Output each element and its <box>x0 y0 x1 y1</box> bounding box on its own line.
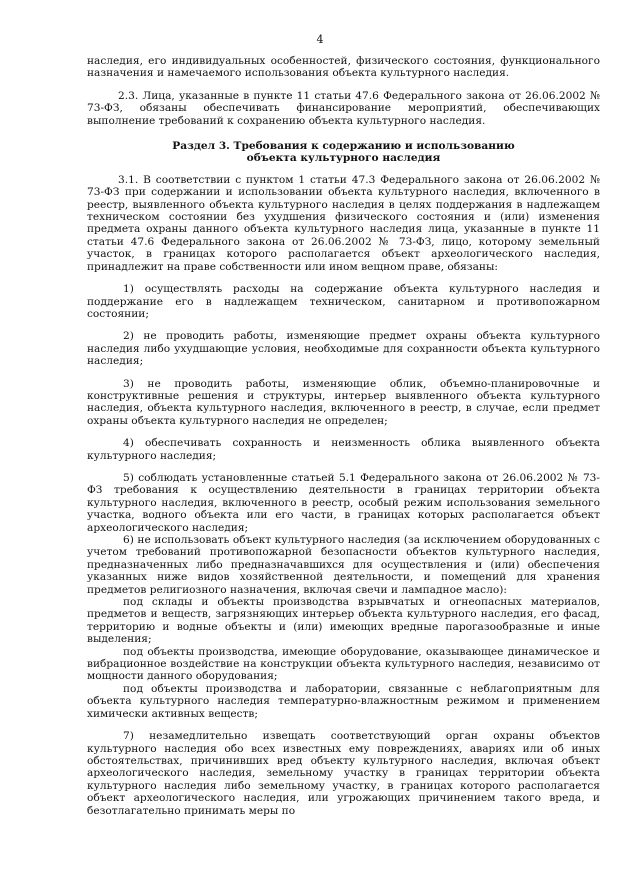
list-item: 5) соблюдать установленные статьей 5.1 Федерального закона от 26.06.2002 № 73-ФЗ требования к осуществлению деятельности в границах территории объекта культурного наследия, включенного в реестр, особый режим использования земельного участка, водного объекта или его части, в границах которых располагается объект археологического наследия; <box>87 471 600 534</box>
sub-item: под объекты производства и лаборатории, связанные с неблагоприятным для объекта культурного наследия температурно-влажностным режимом и применением химически активных веществ; <box>87 682 600 720</box>
paragraph: наследия, его индивидуальных особенностей, физического состояния, функционального назначения и намечаемого использования объекта культурного наследия. <box>87 55 600 80</box>
paragraph: 3.1. В соответствии с пунктом 1 статьи 47.3 Федерального закона от 26.06.2002 № 73-ФЗ при содержании и использовании объекта культурного наследия, включенного в реестр, выявленного объекта культурного наследия в целях поддержания в надлежащем техническом состоянии без ухудшения физического состояния и (или) изменения предмета охраны данного объекта культурного наследия лица, указанные в пункте 11 статьи 47.6 Федерального закона от 26.06.2002 № 73-ФЗ, лицо, которому земельный участок, в границах которого располагается объект археологического наследия, принадлежит на праве собственности или ином вещном праве, обязаны: <box>87 173 600 273</box>
list-item: 2) не проводить работы, изменяющие предмет охраны объекта культурного наследия либо ухудшающие условия, необходимые для сохранности объекта культурного наследия; <box>87 330 600 368</box>
paragraph: 2.3. Лица, указанные в пункте 11 статьи 47.6 Федерального закона от 26.06.2002 № 73-ФЗ, обязаны обеспечивать финансирование мероприятий, обеспечивающих выполнение требований к сохранению объекта культурного наследия. <box>87 89 600 127</box>
list-item: 4) обеспечивать сохранность и неизменность облика выявленного объекта культурного наследия; <box>87 437 600 462</box>
section-heading <box>87 140 600 165</box>
section-heading-line: Раздел 3. Требования к содержанию и использованию <box>172 140 515 153</box>
list-item: 1) осуществлять расходы на содержание объекта культурного наследия и поддержание его в надлежащем техническом, санитарном и противопожарном состоянии; <box>87 283 600 320</box>
page-number: 4 <box>316 33 324 46</box>
sub-item: под склады и объекты производства взрывчатых и огнеопасных материалов, предметов и веществ, загрязняющих интерьер объекта культурного наследия, его фасад, территорию и водные объекты и (или) имеющих вредные парогазообразные и иные выделения; <box>87 596 600 646</box>
list-item: 6) не использовать объект культурного наследия (за исключением оборудованных с учетом требований противопожарной безопасности объектов культурного наследия, предназначенных либо предназначавшихся для осуществления и (или) обеспечения указанных ниже видов хозяйственной деятельности, и помещений для хранения предметов религиозного назначения, включая свечи и лампадное масло): <box>87 534 600 596</box>
list-item: 3) не проводить работы, изменяющие облик, объемно-планировочные и конструктивные решения и структуры, интерьер выявленного объекта культурного наследия, объекта культурного наследия, включенного в реестр, в случае, если предмет охраны объекта культурного наследия не определен; <box>87 377 600 427</box>
document-body <box>87 55 600 827</box>
list-item: 7) незамедлительно извещать соответствующий орган охраны объектов культурного наследия обо всех известных ему повреждениях, авариях или об иных обстоятельствах, причинивших вред объекту культурного наследия, включая объект археологического наследия, земельному участку в границах территории объекта культурного наследия либо земельному участку, в границах которого располагается объект археологического наследия, или угрожающих причинением такого вреда, и безотлагательно принимать меры по <box>87 730 600 817</box>
sub-item: под объекты производства, имеющие оборудование, оказывающее динамическое и вибрационное воздействие на конструкции объекта культурного наследия, независимо от мощности данного оборудования; <box>87 645 600 683</box>
section-heading-line: объекта культурного наследия <box>246 152 441 165</box>
